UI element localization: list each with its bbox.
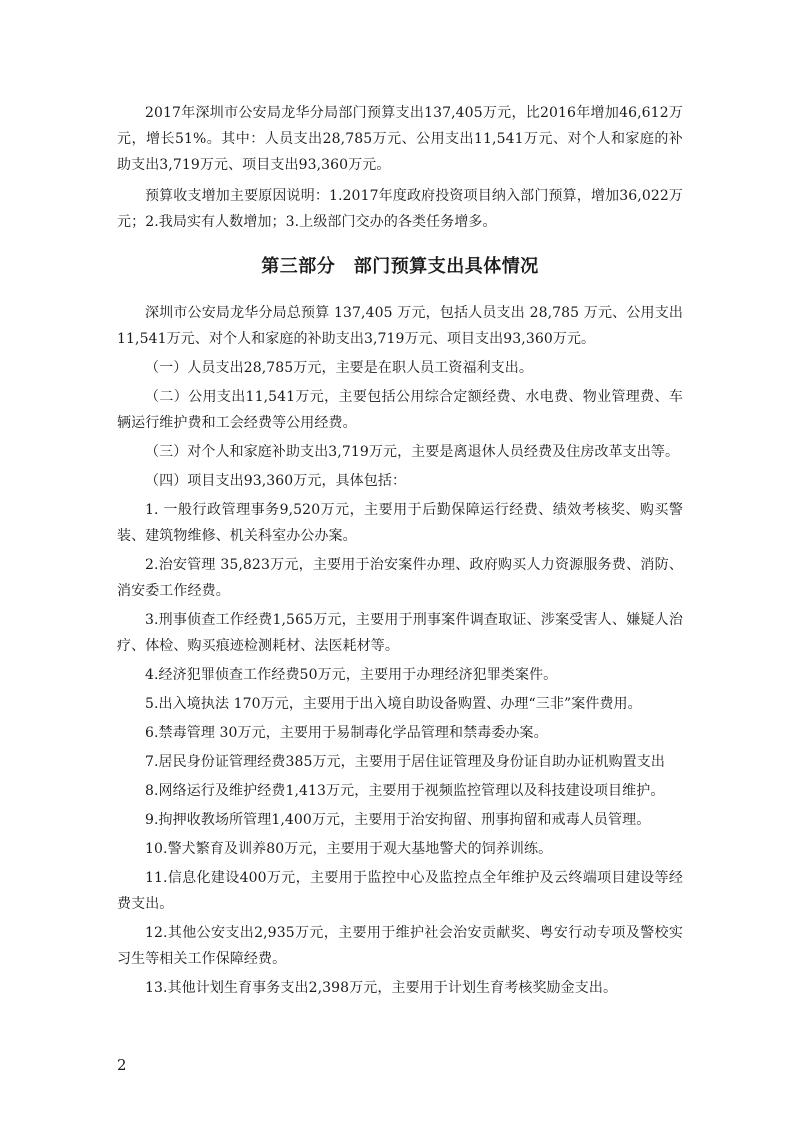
category-personnel: （一）人员支出28,785万元，主要是在职人员工资福利支出。: [145, 360, 533, 376]
category-subsidy: （三）对个人和家庭补助支出3,719万元，主要是离退休人员经费及住房改革支出等。: [145, 444, 680, 460]
project-item-6: 6.禁毒管理 30万元，主要用于易制毒化学品管理和禁毒委办案。: [145, 725, 548, 741]
project-item-1: 1. 一般行政管理事务9,520万元，主要用于后勤保障运行经费、绩效考核奖、购买警装、建筑物维修、机关科室办公办案。: [117, 502, 683, 544]
category-public: （二）公用支出11,541万元，主要包括公用综合定额经费、水电费、物业管理费、车辆运行维护费和工会经费等公用经费。: [117, 389, 683, 431]
category-project: （四）项目支出93,360万元，具体包括：: [145, 473, 407, 489]
intro-paragraph-2: 预算收支增加主要原因说明：1.2017年度政府投资项目纳入部门预算，增加36,022万元；2.我局实有人数增加；3.上级部门交办的各类任务增多。: [117, 188, 683, 230]
document-body: [117, 100, 683, 1001]
intro-paragraph-1: 2017年深圳市公安局龙华分局部门预算支出137,405万元，比2016年增加46,612万元，增长51%。其中：人员支出28,785万元、公用支出11,541万元、对个人和家庭的补助支出3,719万元、项目支出93,360万元。: [117, 105, 683, 173]
project-item-13: 13.其他计划生育事务支出2,398万元，主要用于计划生育考核奖励金支出。: [145, 980, 618, 996]
project-item-8: 8.网络运行及维护经费1,413万元，主要用于视频监控管理以及科技建设项目维护。: [145, 783, 665, 799]
project-item-7: 7.居民身份证管理经费385万元，主要用于居住证管理及身份证自助办证机购置支出: [145, 754, 665, 770]
budget-summary-paragraph: 深圳市公安局龙华分局总预算 137,405 万元，包括人员支出 28,785 万元、公用支出11,541万元、对个人和家庭的补助支出3,719万元、项目支出93,360万元。: [117, 305, 683, 347]
page-number: 2: [117, 1056, 127, 1074]
project-item-4: 4.经济犯罪侦查工作经费50万元，主要用于办理经济犯罪类案件。: [145, 667, 558, 683]
section-title: 第三部分 部门预算支出具体情况: [261, 256, 539, 277]
project-item-2: 2.治安管理 35,823万元，主要用于治安案件办理、政府购买人力资源服务费、消防、消安委工作经费。: [117, 557, 683, 599]
project-item-10: 10.警犬繁育及训养80万元，主要用于观大基地警犬的饲养训练。: [145, 841, 553, 857]
project-item-3: 3.刑事侦查工作经费1,565万元，主要用于刑事案件调查取证、涉案受害人、嫌疑人治疗、体检、购买痕迹检测耗材、法医耗材等。: [117, 612, 683, 654]
project-item-11: 11.信息化建设400万元，主要用于监控中心及监控点全年维护及云终端项目建设等经费支出。: [117, 870, 683, 912]
project-item-9: 9.拘押收教场所管理1,400万元，主要用于治安拘留、刑事拘留和戒毒人员管理。: [145, 812, 651, 828]
project-item-12: 12.其他公安支出2,935万元，主要用于维护社会治安贡献奖、粤安行动专项及警校实习生等相关工作保障经费。: [117, 925, 683, 967]
project-item-5: 5.出入境执法 170万元，主要用于出入境自助设备购置、办理“三非”案件费用。: [145, 696, 642, 712]
